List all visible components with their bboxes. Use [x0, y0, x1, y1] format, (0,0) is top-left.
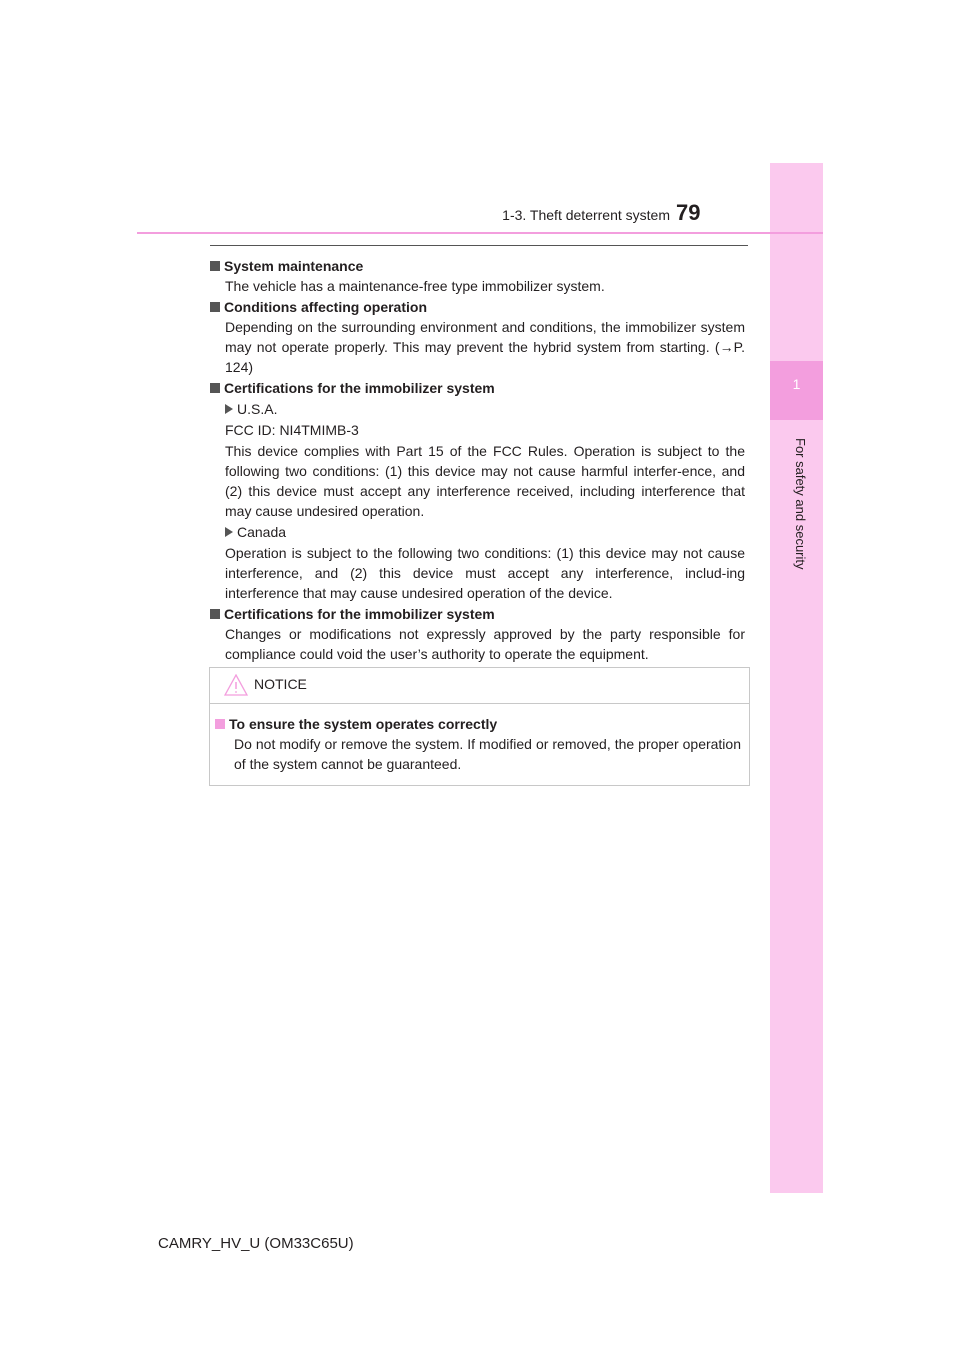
fcc-id: FCC ID: NI4TMIMB-3: [225, 422, 359, 438]
notice-heading: To ensure the system operates correctly: [215, 714, 741, 734]
section-text: The vehicle has a maintenance-free type immobilizer system.: [225, 278, 605, 294]
region-label: Canada: [225, 522, 745, 542]
footer-model: CAMRY_HV_U (OM33C65U): [158, 1235, 354, 1252]
square-bullet-icon: [210, 261, 220, 271]
triangle-bullet-icon: [225, 527, 233, 537]
content-divider: [210, 245, 748, 246]
section-heading: Certifications for the immobilizer system: [210, 604, 745, 624]
section-text: Changes or modifications not expressly approved by the party responsible for compliance could void the user’s authority to operate the equipment.: [225, 626, 745, 662]
main-content: [210, 255, 745, 665]
square-bullet-icon: [210, 302, 220, 312]
section-text: Depending on the surrounding environment and conditions, the immobilizer system may not operate properly. This may prevent the hybrid system from starting. (→P. 124): [225, 319, 745, 375]
notice-box: [209, 667, 750, 786]
triangle-bullet-icon: [225, 404, 233, 414]
notice-body: [210, 704, 749, 774]
header-divider: [137, 232, 823, 234]
section-heading: Conditions affecting operation: [210, 297, 745, 317]
chapter-title: For safety and security: [793, 438, 808, 570]
warning-icon: [224, 674, 248, 696]
section-heading: System maintenance: [210, 256, 745, 276]
section-text: Operation is subject to the following two conditions: (1) this device may not cause interference, and (2) this device must accept any interference, includ-ing interference that may cause undesired operation of the device.: [225, 545, 745, 601]
region-label: U.S.A.: [225, 399, 745, 419]
notice-header: [210, 668, 749, 704]
section-title: 1-3. Theft deterrent system: [502, 207, 670, 223]
square-bullet-icon: [215, 719, 225, 729]
notice-label: NOTICE: [254, 676, 307, 692]
notice-text: Do not modify or remove the system. If modified or removed, the proper operation of the system cannot be guaranteed.: [234, 736, 741, 772]
page-number: 79: [676, 200, 701, 225]
square-bullet-icon: [210, 383, 220, 393]
section-heading: Certifications for the immobilizer system: [210, 378, 745, 398]
side-tab: [770, 163, 823, 1193]
square-bullet-icon: [210, 609, 220, 619]
chapter-number: 1: [792, 376, 801, 392]
section-text: This device complies with Part 15 of the FCC Rules. Operation is subject to the following two conditions: (1) this device may not cause harmful interfer-ence, and (2) this device must accept any interference received, including interference that may cause undesired operation.: [225, 443, 745, 519]
